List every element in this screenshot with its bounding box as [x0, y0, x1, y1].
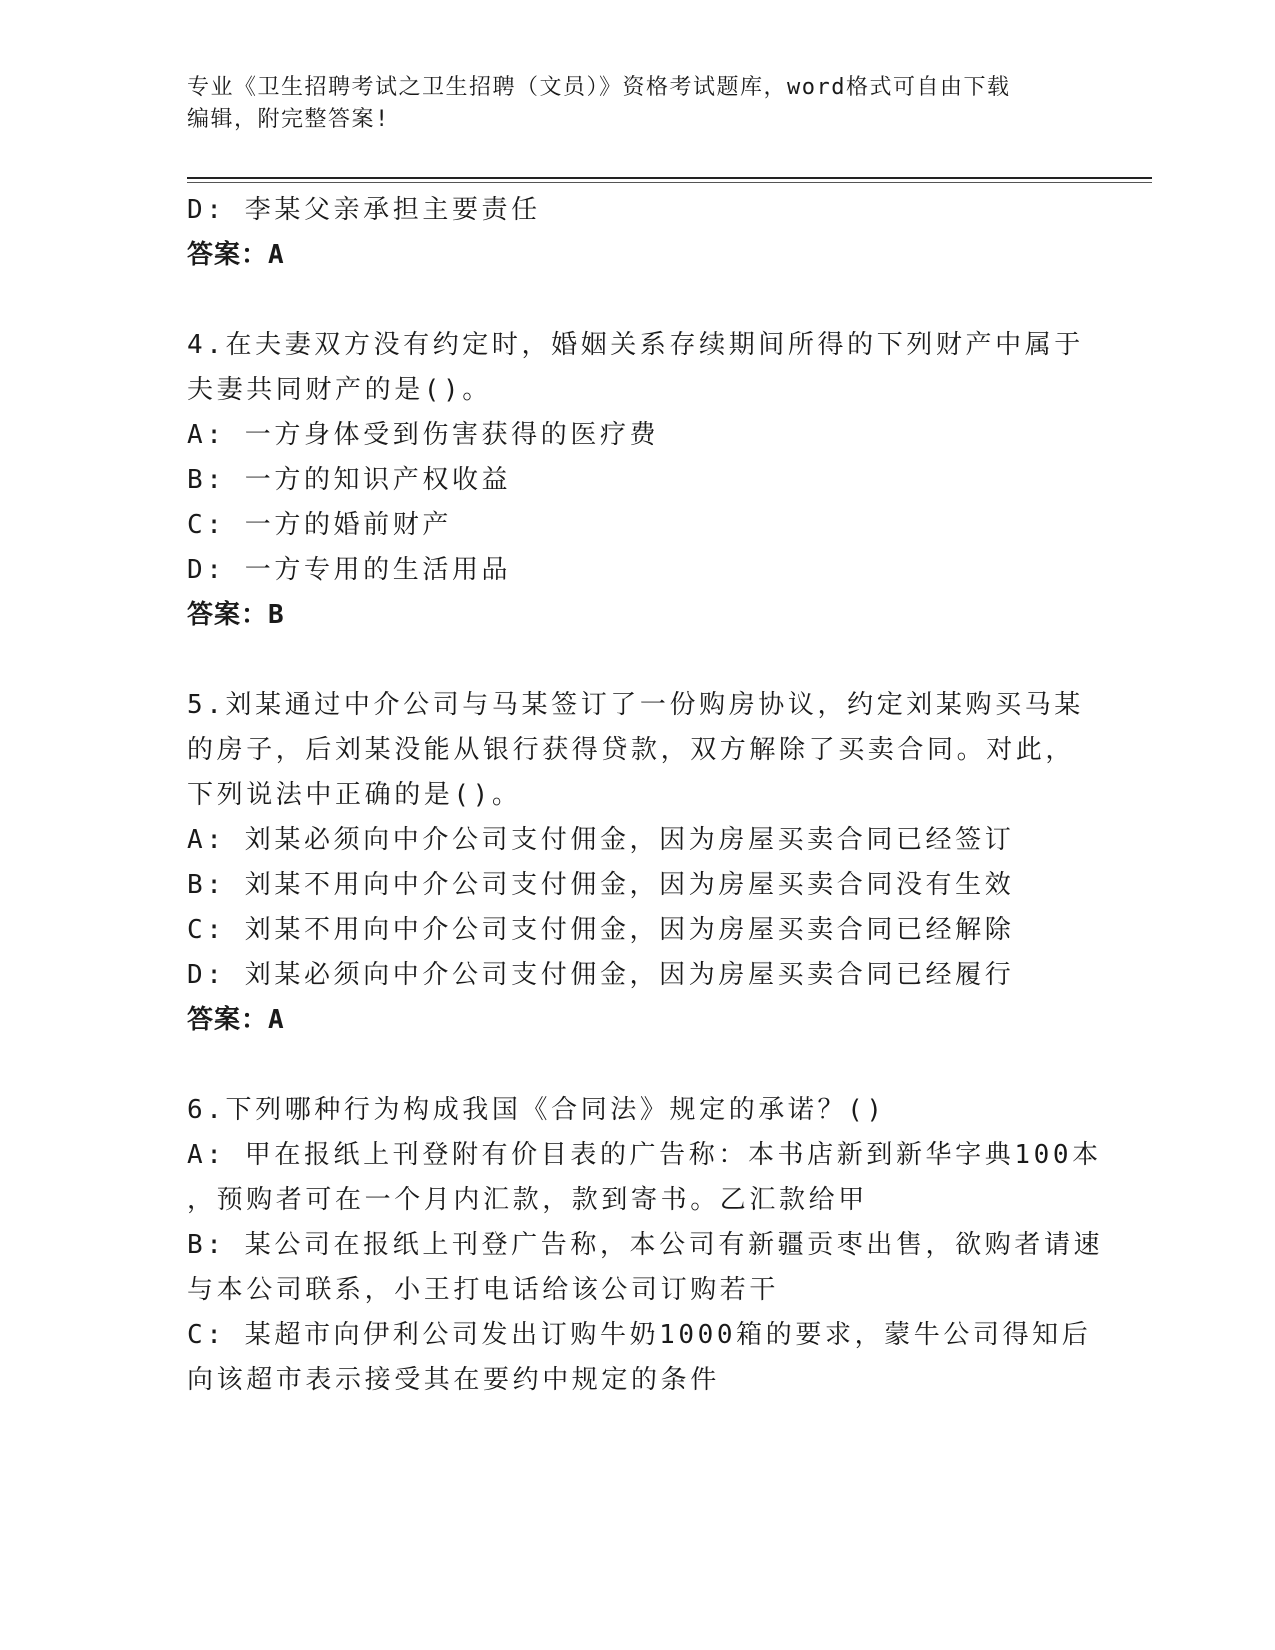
- question-stem: 5.刘某通过中介公司与马某签订了一份购房协议，约定刘某购买马某: [187, 690, 1084, 720]
- option-d: D: 一方专用的生活用品: [187, 555, 512, 585]
- spacer: [187, 638, 1087, 683]
- header-line-2: 编辑，附完整答案!: [187, 107, 390, 132]
- page-header: [187, 72, 1067, 136]
- question-3-tail: [187, 188, 1087, 278]
- question-stem: 下列说法中正确的是()。: [187, 780, 522, 810]
- document-body: [187, 188, 1104, 1403]
- option-a: A: 一方身体受到伤害获得的医疗费: [187, 420, 660, 450]
- option-c: C: 某超市向伊利公司发出订购牛奶1000箱的要求，蒙牛公司得知后: [187, 1320, 1092, 1350]
- header-divider-thick: [187, 177, 1152, 179]
- question-stem: 4.在夫妻双方没有约定时，婚姻关系存续期间所得的下列财产中属于: [187, 330, 1084, 360]
- question-4: [187, 323, 1087, 638]
- answer-line: 答案：B: [187, 600, 285, 630]
- option-b: B: 刘某不用向中介公司支付佣金，因为房屋买卖合同没有生效: [187, 870, 1015, 900]
- spacer: [187, 278, 1087, 323]
- question-6: [187, 1088, 1104, 1403]
- option-a: A: 刘某必须向中介公司支付佣金，因为房屋买卖合同已经签订: [187, 825, 1015, 855]
- option-b: B: 一方的知识产权收益: [187, 465, 512, 495]
- header-divider-thin: [187, 182, 1152, 183]
- option-a: A: 甲在报纸上刊登附有价目表的广告称：本书店新到新华字典100本: [187, 1140, 1102, 1170]
- answer-line: 答案：A: [187, 240, 285, 270]
- option-c-continued: 向该超市表示接受其在要约中规定的条件: [187, 1365, 720, 1395]
- option-d: D: 李某父亲承担主要责任: [187, 195, 541, 225]
- question-stem: 夫妻共同财产的是()。: [187, 375, 492, 405]
- question-stem: 的房子，后刘某没能从银行获得贷款，双方解除了买卖合同。对此，: [187, 735, 1076, 765]
- spacer: [187, 1043, 1087, 1088]
- option-d: D: 刘某必须向中介公司支付佣金，因为房屋买卖合同已经履行: [187, 960, 1015, 990]
- question-stem: 6.下列哪种行为构成我国《合同法》规定的承诺？(): [187, 1095, 886, 1125]
- answer-line: 答案：A: [187, 1005, 285, 1035]
- option-c: C: 一方的婚前财产: [187, 510, 452, 540]
- option-b: B: 某公司在报纸上刊登广告称，本公司有新疆贡枣出售，欲购者请速: [187, 1230, 1104, 1260]
- question-5: [187, 683, 1087, 1043]
- option-b-continued: 与本公司联系，小王打电话给该公司订购若干: [187, 1275, 780, 1305]
- header-line-1: 专业《卫生招聘考试之卫生招聘（文员）》资格考试题库，word格式可自由下载: [187, 75, 1011, 100]
- option-c: C: 刘某不用向中介公司支付佣金，因为房屋买卖合同已经解除: [187, 915, 1015, 945]
- option-a-continued: ，预购者可在一个月内汇款，款到寄书。乙汇款给甲: [187, 1185, 868, 1215]
